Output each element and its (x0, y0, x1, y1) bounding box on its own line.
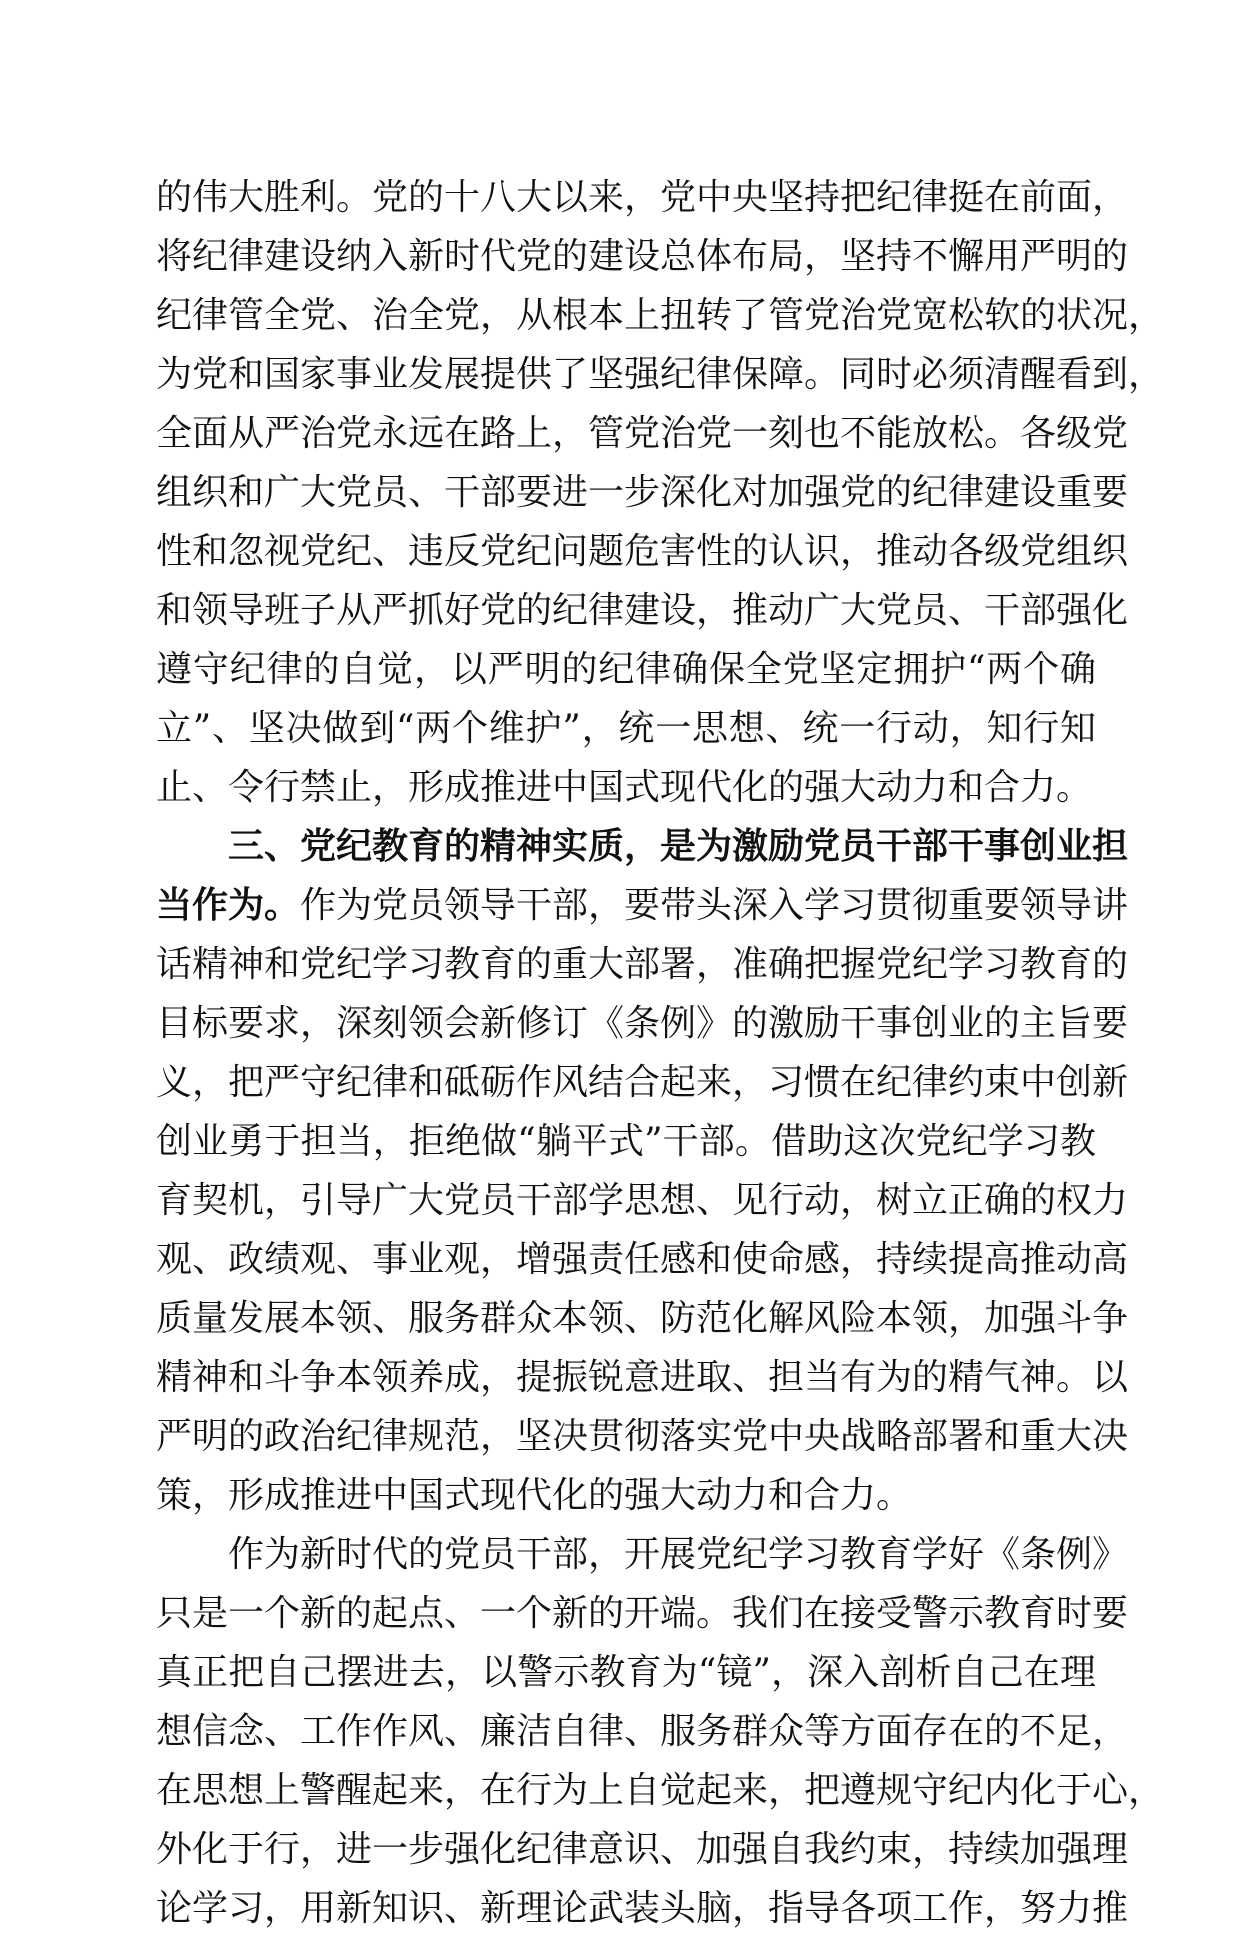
text-line (156, 1407, 1129, 1466)
paragraph-text: 质量发展本领、服务群众本领、防范化解风险本领，加强斗争 (156, 1298, 1129, 1339)
text-line (156, 1230, 1129, 1289)
paragraph-text: 性和忽视党纪、违反党纪问题危害性的认识，推动各级党组织 (156, 531, 1129, 572)
text-line (156, 1702, 1129, 1761)
paragraph-text: 目标要求，深刻领会新修订《条例》的激励干事创业的主旨要 (156, 1003, 1129, 1044)
paragraph-text: 组织和广大党员、干部要进一步深化对加强党的纪律建设重要 (156, 472, 1129, 513)
paragraph-text: 外化于行，进一步强化纪律意识、加强自我约束，持续加强理 (156, 1829, 1129, 1870)
text-line (156, 1761, 1165, 1820)
paragraph-text: 将纪律建设纳入新时代党的建设总体布局，坚持不懈用严明的 (156, 236, 1129, 277)
paragraph-text: 观、政绩观、事业观，增强责任感和使命感，持续提高推动高 (156, 1239, 1129, 1280)
paragraph-text: 义，把严守纪律和砥砺作风结合起来，习惯在纪律约束中创新 (156, 1062, 1129, 1103)
paragraph-text: 全面从严治党永远在路上，管党治党一刻也不能放松。各级党 (156, 413, 1129, 454)
text-line (156, 1584, 1129, 1643)
paragraph-text: 严明的政治纪律规范，坚决贯彻落实党中央战略部署和重大决 (156, 1416, 1129, 1457)
text-line (156, 227, 1129, 286)
text-line (156, 758, 1096, 817)
text-line (156, 522, 1129, 581)
paragraph-text: 话精神和党纪学习教育的重大部署，准确把握党纪学习教育的 (156, 944, 1129, 985)
body-text (156, 168, 1165, 1938)
paragraph-text: 作为党员领导干部，要带头深入学习贯彻重要领导讲 (300, 885, 1129, 926)
paragraph-text: 和领导班子从严抓好党的纪律建设，推动广大党员、干部强化 (156, 590, 1129, 631)
paragraph-text: 想信念、工作作风、廉洁自律、服务群众等方面存在的不足， (156, 1711, 1129, 1752)
section-heading-text: 当作为。 (156, 884, 301, 926)
paragraph-text: 立”、坚决做到“两个维护”，统一思想、统一行动，知行知 (156, 708, 1096, 749)
text-line (156, 817, 1129, 876)
text-line (156, 404, 1129, 463)
text-line (156, 1348, 1129, 1407)
text-line (156, 286, 1165, 345)
paragraph-text: 育契机，引导广大党员干部学思想、见行动，树立正确的权力 (156, 1180, 1129, 1221)
paragraph-text: 精神和斗争本领养成，提振锐意进取、担当有为的精气神。以 (156, 1357, 1129, 1398)
paragraph-text: 止、令行禁止，形成推进中国式现代化的强大动力和合力。 (156, 767, 1093, 808)
paragraph-text: 作为新时代的党员干部，开展党纪学习教育学好《条例》 (156, 1534, 1129, 1575)
paragraph-text: 的伟大胜利。党的十八大以来，党中央坚持把纪律挺在前面， (156, 177, 1129, 218)
paragraph-text: 策，形成推进中国式现代化的强大动力和合力。 (156, 1475, 913, 1516)
text-line (156, 1466, 1096, 1525)
text-line (156, 168, 1129, 227)
text-line (156, 640, 1096, 699)
text-line (156, 994, 1129, 1053)
text-line (156, 1171, 1129, 1230)
text-line (156, 1820, 1129, 1879)
paragraph-text: 真正把自己摆进去，以警示教育为“镜”，深入剖析自己在理 (156, 1652, 1096, 1693)
text-line (156, 1053, 1129, 1112)
section-heading-text: 三、党纪教育的精神实质，是为激励党员干部干事创业担 (156, 825, 1129, 867)
text-line (156, 1643, 1096, 1702)
paragraph-text: 论学习，用新知识、新理论武装头脑，指导各项工作，努力推 (156, 1888, 1129, 1929)
text-line (156, 1525, 1129, 1584)
text-line (156, 1879, 1129, 1938)
text-line (156, 581, 1129, 640)
paragraph-text: 为党和国家事业发展提供了坚强纪律保障。同时必须清醒看到， (156, 354, 1165, 395)
paragraph-text: 只是一个新的起点、一个新的开端。我们在接受警示教育时要 (156, 1593, 1129, 1634)
paragraph-text: 创业勇于担当，拒绝做“躺平式”干部。借助这次党纪学习教 (156, 1121, 1096, 1162)
text-line (156, 345, 1165, 404)
text-line (156, 876, 1129, 935)
text-line (156, 935, 1129, 994)
text-line (156, 1112, 1096, 1171)
text-line (156, 699, 1096, 758)
paragraph-text: 遵守纪律的自觉，以严明的纪律确保全党坚定拥护“两个确 (156, 649, 1096, 690)
text-line (156, 463, 1129, 522)
text-line (156, 1289, 1129, 1348)
paragraph-text: 在思想上警醒起来，在行为上自觉起来，把遵规守纪内化于心， (156, 1770, 1165, 1811)
paragraph-text: 纪律管全党、治全党，从根本上扭转了管党治党宽松软的状况， (156, 295, 1165, 336)
